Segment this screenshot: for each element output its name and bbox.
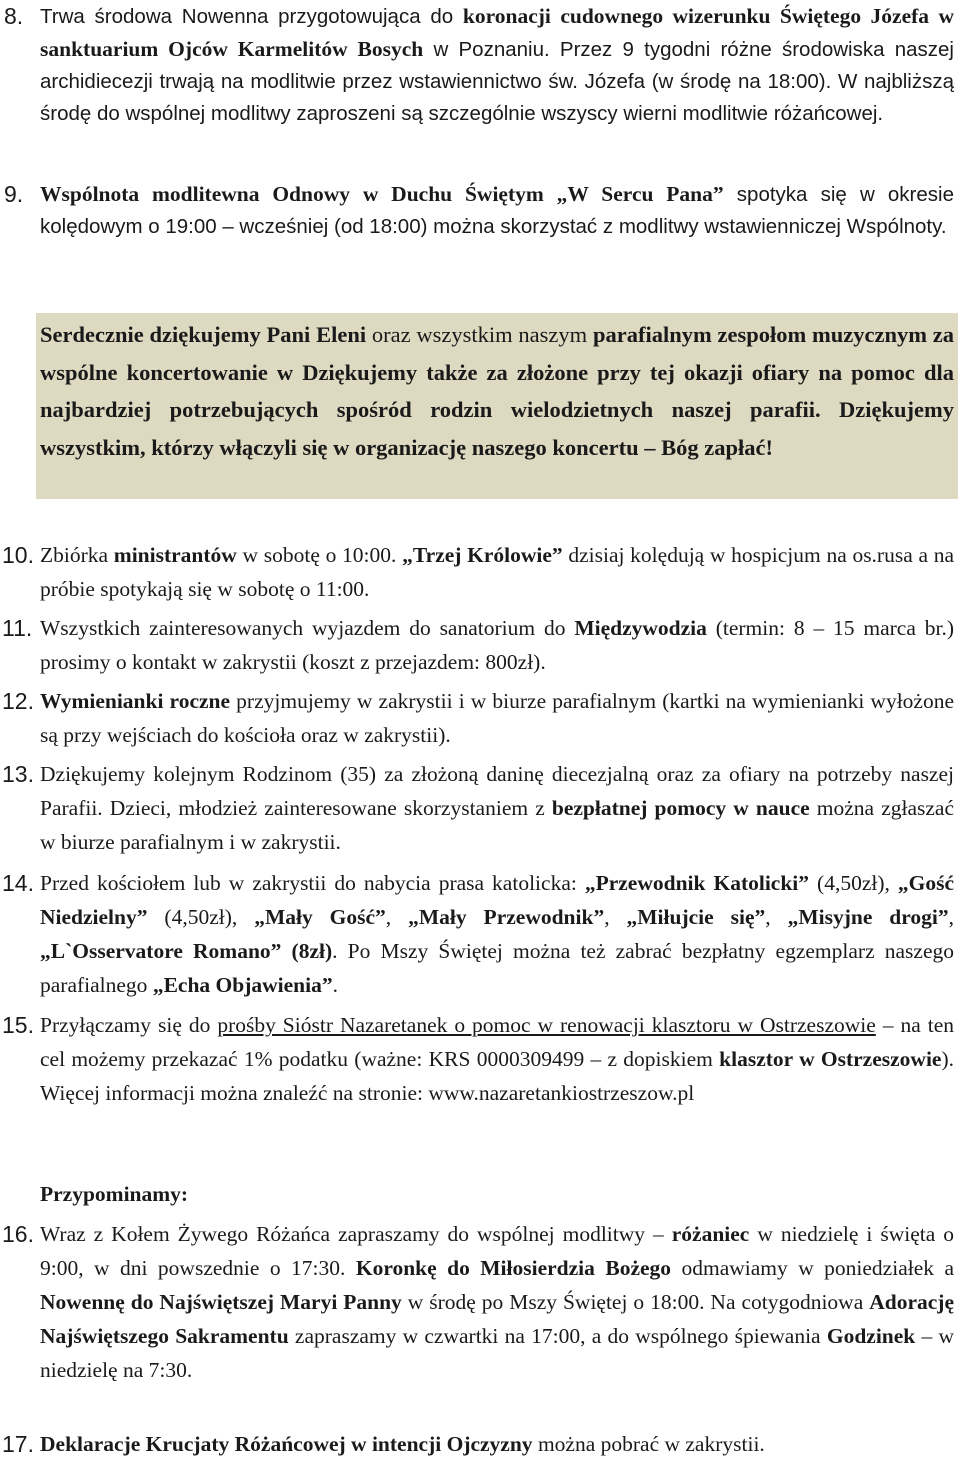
announcement-item-13: 13. Dziękujemy kolejnym Rodzinom (35) za złożoną daninę diecezjalną oraz za ofiary na potrzeby naszej Parafii. Dzieci, młodzież zainteresowane skorzystaniem z bezpłatnej pomocy w nauce można zgłaszać w biurze parafialnym i w zakrystii. — [40, 757, 954, 859]
item-number: 8. — [4, 3, 24, 29]
announcement-item-15: 15. Przyłączamy się do prośby Sióstr Nazaretanek o pomoc w renowacji klasztoru w Ostrzeszowie – na ten cel możemy przekazać 1% podatku (ważne: KRS 0000309499 – z dopiskiem klasztor w Ostrzeszowie). Więcej informacji można znaleźć na stronie: www.nazaretankiostrzeszow.pl — [40, 1008, 954, 1110]
announcement-item-8 — [4, 0, 954, 130]
announcement-item-12: 12. Wymienianki roczne przyjmujemy w zakrystii i w biurze parafialnym (kartki na wymienianki wyłożone są przy wejściach do kościoła oraz w zakrystii). — [40, 684, 954, 752]
announcement-item-11: 11. Wszystkich zainteresowanych wyjazdem do sanatorium do Międzywodzia (termin: 8 – 15 marca br.) prosimy o kontakt w zakrystii (koszt z przejazdem: 800zł). — [40, 611, 954, 679]
thanks-highlight-text: Serdecznie dziękujemy Pani Eleni oraz wszystkim naszym parafialnym zespołom muzycznym za wspólne koncertowanie w Dziękujemy także za złożone przy tej okazji ofiary na pomoc dla najbardziej potrzebujących spośród rodzin wielodzietnych naszej parafii. Dziękujemy wszystkim, którzy włączyli się w organizację naszego koncertu – Bóg zapłać! — [40, 322, 955, 460]
announcement-item-17: 17. Deklaracje Krucjaty Różańcowej w intencji Ojczyzny można pobrać w zakrystii. — [40, 1427, 954, 1461]
item-text: Trwa środowa Nowenna przygotowująca do koronacji cudownego wizerunku Świętego Józefa w sanktuarium Ojców Karmelitów Bosych w Poznaniu. Przez 9 tygodni różne środowiska naszej archidiecezji trwają na modlitwie przez wstawiennictwo św. Józefa (w środę na 18:00). W najbliższą środę do wspólnej modlitwy zaproszeni są szczególnie wszyscy wierni modlitwie różańcowej. — [40, 4, 954, 125]
item-number: 11. — [2, 615, 33, 641]
announcement-item-16: 16. Wraz z Kołem Żywego Różańca zapraszamy do wspólnej modlitwy – różaniec w niedzielę i święta o 9:00, w dni powszednie o 17:30. Koronkę do Miłosierdzia Bożego odmawiamy w poniedziałek a Nowennę do Najświętszej Maryi Panny w środę po Mszy Świętej o 18:00. Na cotygodniowa Adorację Najświętszego Sakramentu zapraszamy w czwartki na 17:00, a do wspólnego śpiewania Godzinek – w niedzielę na 7:30. — [40, 1217, 954, 1387]
item-number: 14. — [2, 870, 34, 896]
nazaretanki-request-link[interactable]: prośby Sióstr Nazaretanek o pomoc w renowacji klasztoru w Ostrzeszowie — [217, 1013, 876, 1037]
item-number: 16. — [2, 1221, 34, 1247]
announcement-item-14: 14. Przed kościołem lub w zakrystii do nabycia prasa katolicka: „Przewodnik Katolicki” (4,50zł), „Gość Niedzielny” (4,50zł), „Mały Gość”, „Mały Przewodnik”, „Miłujcie się”, „Misyjne drogi”, „L`Osservatore Romano” (8zł). Po Mszy Świętej można też zabrać bezpłatny egzemplarz naszego parafialnego „Echa Objawienia”. — [40, 866, 954, 1002]
announcement-item-10: 10. Zbiórka ministrantów w sobotę o 10:00. „Trzej Królowie” dzisiaj kolędują w hospicjum na os.rusa a na próbie spotykają się w sobotę o 11:00. — [40, 538, 954, 606]
announcement-item-9 — [4, 178, 954, 243]
reminder-heading: Przypominamy: — [40, 1182, 189, 1206]
item-number: 10. — [2, 542, 34, 568]
item-number: 9. — [4, 181, 24, 207]
item-text: Wspólnota modlitewna Odnowy w Duchu Świętym „W Sercu Pana” spotyka się w okresie kolędowym o 19:00 – wcześniej (od 18:00) można skorzystać z modlitwy wstawienniczej Wspólnoty. — [40, 182, 954, 238]
item-number: 13. — [2, 761, 34, 787]
item-number: 12. — [2, 688, 34, 714]
item-number: 17. — [2, 1431, 34, 1457]
item-number: 15. — [2, 1012, 34, 1038]
